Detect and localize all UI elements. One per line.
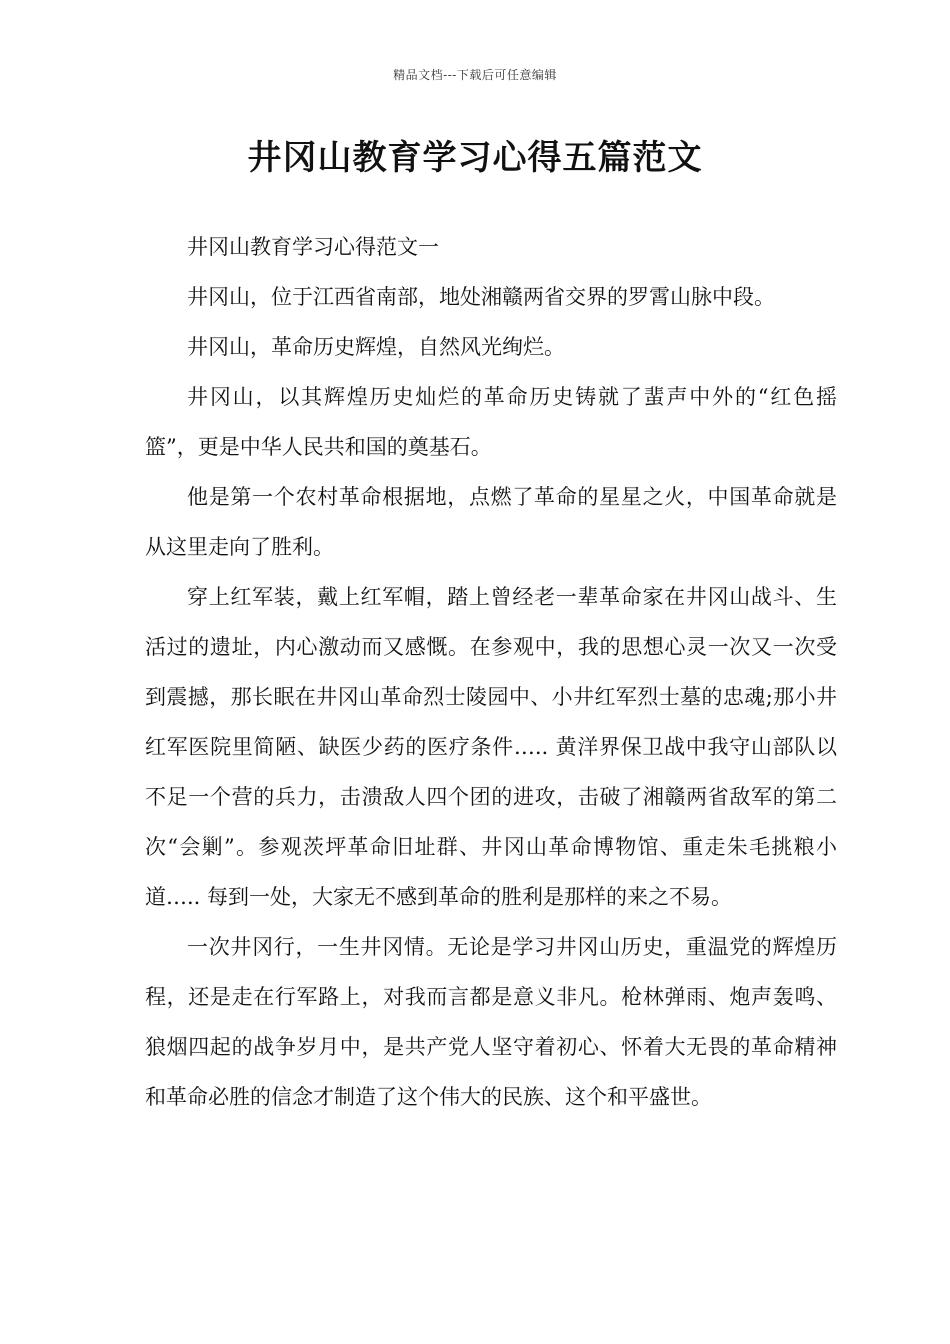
section-heading: 井冈山教育学习心得范文一 bbox=[187, 235, 439, 259]
paragraph: 井冈山，位于江西省南部，地处湘赣两省交界的罗霄山脉中段。 bbox=[187, 285, 775, 309]
document-title: 井冈山教育学习心得五篇范文 bbox=[247, 138, 703, 178]
document-body bbox=[145, 222, 837, 1122]
paragraph: 井冈山，以其辉煌历史灿烂的革命历史铸就了蜚声中外的“红色摇篮”，更是中华人民共和国的奠基石。 bbox=[145, 385, 837, 459]
paragraph: 一次井冈行，一生井冈情。无论是学习井冈山历史，重温党的辉煌历程，还是走在行军路上，对我而言都是意义非凡。枪林弹雨、炮声轰鸣、狼烟四起的战争岁月中，是共产党人坚守着初心、怀着大无畏的革命精神和革命必胜的信念才制造了这个伟大的民族、这个和平盛世。 bbox=[145, 935, 837, 1109]
header-note: 精品文档---下载后可任意编辑 bbox=[393, 68, 557, 82]
paragraph: 他是第一个农村革命根据地，点燃了革命的星星之火，中国革命就是从这里走向了胜利。 bbox=[145, 485, 837, 559]
paragraph: 穿上红军装，戴上红军帽，踏上曾经老一辈革命家在井冈山战斗、生活过的遗址，内心激动而又感慨。在参观中，我的思想心灵一次又一次受到震撼，那长眠在井冈山革命烈士陵园中、小井红军烈士墓的忠魂;那小井红军医院里简陋、缺医少药的医疗条件….. 黄洋界保卫战中我守山部队以不足一个营的兵力，击溃敌人四个团的进攻，击破了湘赣两省敌军的第二次“会剿”。参观茨坪革命旧址群、井冈山革命博物馆、重走朱毛挑粮小道….. 每到一处，大家无不感到革命的胜利是那样的来之不易。 bbox=[145, 585, 837, 909]
paragraph: 井冈山，革命历史辉煌，自然风光绚烂。 bbox=[187, 335, 565, 359]
